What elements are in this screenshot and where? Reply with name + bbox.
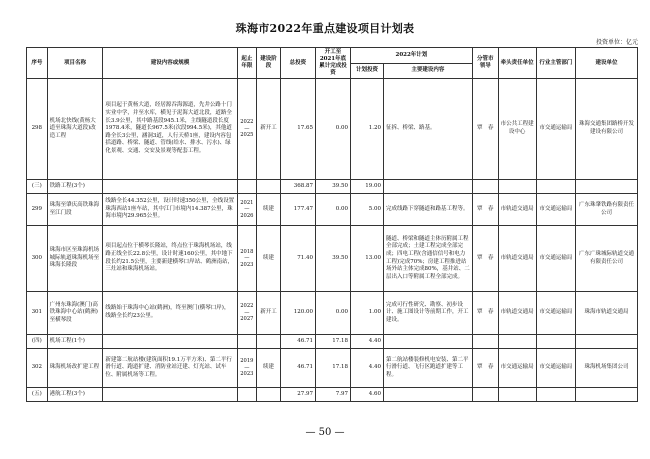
row-content: 线路始于珠海中心站(鹤洲)，终至澳门(横琴口岸)，线路全长约23公里。 <box>103 292 237 335</box>
row-years: 2019—2023 <box>237 349 257 388</box>
row-content: 新建第二航站楼(建筑面积19.1万平方米)、第二平行滑行道、跑道扩建、消防业站迁建、灯光站、试车位、附属机场等工程。 <box>103 349 237 388</box>
row-years: 2018—2023 <box>237 226 257 292</box>
row-years: 2022—2025 <box>237 79 257 180</box>
row-name: 珠海机场改扩建工程 <box>47 349 103 388</box>
row-plan-content: 第二航站楼装修机电安装、第二平行滑行道、飞行区跑道扩建等工程。 <box>384 349 473 388</box>
section-plan-invest: 19.00 <box>351 180 384 194</box>
row-years: 2022—2027 <box>237 292 257 335</box>
row-plan-invest: 13.00 <box>351 226 384 292</box>
section-name: 机场工程(1个) <box>47 335 103 349</box>
header-years: 起止年限 <box>237 48 257 79</box>
row-total: 46.71 <box>280 349 315 388</box>
page-title: 珠海市2022年重点建设项目计划表 <box>235 22 415 35</box>
project-table <box>26 47 638 402</box>
row-industry: 市交通运输局 <box>536 194 575 226</box>
row-seq: 298 <box>27 79 48 180</box>
row-plan-content: 征拆、桥梁、路基。 <box>384 79 473 180</box>
header-seq: 序号 <box>27 48 48 79</box>
row-cumulative: 39.50 <box>315 226 350 292</box>
row-lead-unit: 市轨道交通局 <box>498 194 536 226</box>
header-plan-invest: 计划投资 <box>351 63 384 79</box>
section-row <box>27 335 638 349</box>
row-lead-unit: 市轨道交通局 <box>498 226 536 292</box>
row-builder: 广东珠肇铁路有限责任公司 <box>576 194 638 226</box>
row-seq: 300 <box>27 226 48 292</box>
row-plan-invest: 5.00 <box>351 194 384 226</box>
row-plan-invest: 1.20 <box>351 79 384 180</box>
row-seq: 302 <box>27 349 48 388</box>
header-stage: 建设阶段 <box>257 48 281 79</box>
row-plan-content: 完成可行性研究、勘察、初步设计、施工图设计等前期工作，开工建设。 <box>384 292 473 335</box>
section-row <box>27 388 638 402</box>
row-lead-unit: 市公共工程建设中心 <box>498 79 536 180</box>
header-plan-group: 2022年计划 <box>351 48 473 64</box>
page-number: — 50 — <box>305 427 345 438</box>
row-stage: 续建 <box>257 226 281 292</box>
row-name: 珠海至肇庆高铁珠海至江门段 <box>47 194 103 226</box>
row-total: 120.00 <box>280 292 315 335</box>
header-leader: 分管市领导 <box>472 48 498 79</box>
row-seq: 301 <box>27 292 48 335</box>
row-leader: 覃 春 <box>472 79 498 180</box>
section-total: 46.71 <box>280 335 315 349</box>
row-content: 项目起于黄杨大道，经居源吞海源道，先井公路十门实业中学，并至水库，横见于泥海大道北段，道路全长3.9公里，其中路基段945.1米，主线隧道段长度1978.4米，隧道长967.5米(次段994.5米)，其他道路全长3公里，涵洞3道，人行天桥1座，建设内容包括道路、桥梁、隧道、管线(给水、排水、污水)、绿化景观、交通、交安及景观等配套工程。 <box>103 79 237 180</box>
section-cumulative: 39.50 <box>315 180 350 194</box>
row-total: 177.47 <box>280 194 315 226</box>
header-builder: 建设单位 <box>576 48 638 79</box>
row-builder: 珠海市轨道交通局 <box>576 292 638 335</box>
row-leader: 覃 春 <box>472 194 498 226</box>
investment-unit: 投资单位：亿元 <box>595 39 638 46</box>
row-total: 17.65 <box>280 79 315 180</box>
header-total: 总投资 <box>280 48 315 79</box>
row-builder: 广东广珠城际轨道交通有限责任公司 <box>576 226 638 292</box>
table-row <box>27 194 638 226</box>
row-builder: 珠海机场集团公司 <box>576 349 638 388</box>
row-industry: 市交通运输局 <box>536 226 575 292</box>
row-lead-unit: 市交通运输局 <box>498 349 536 388</box>
section-plan-invest: 4.40 <box>351 335 384 349</box>
row-industry: 市交通运输局 <box>536 349 575 388</box>
header-content: 建设内容或规模 <box>103 48 237 79</box>
row-plan-content: 隧道、桥梁和隧道主体历附属工程全部完成；土建工程完成全部完成；四电工程(含通信信号和电力工程)完成70%；房建工程推进站场外站主体完成80%，基井站、二层出入口等附属工程全部完成。 <box>384 226 473 292</box>
row-cumulative: 0.00 <box>315 79 350 180</box>
table-row <box>27 292 638 335</box>
row-cumulative: 0.00 <box>315 194 350 226</box>
row-name: 广州东珠海(澳门)高铁珠海中心站(鹤洲)至横琴段 <box>47 292 103 335</box>
section-seq: (五) <box>27 388 48 402</box>
header-lead-unit: 牵头责任单位 <box>498 48 536 79</box>
row-lead-unit: 市轨道交通局 <box>498 292 536 335</box>
row-cumulative: 0.00 <box>315 292 350 335</box>
row-plan-content: 完成线路下穿隧道和路基工程等。 <box>384 194 473 226</box>
row-content: 线路全长44.352公里，设计时速350公里，全线设置珠海西站1座车站，其中江门市境内14.387公里，珠海市境内29.965公里。 <box>103 194 237 226</box>
section-total: 27.97 <box>280 388 315 402</box>
row-stage: 新开工 <box>257 79 281 180</box>
section-total: 368.87 <box>280 180 315 194</box>
row-leader: 覃 春 <box>472 292 498 335</box>
table-row <box>27 226 638 292</box>
header-industry: 行业主管部门 <box>536 48 575 79</box>
row-stage: 新开工 <box>257 292 281 335</box>
header-plan-content: 主要建设内容 <box>384 63 473 79</box>
section-plan-invest: 4.60 <box>351 388 384 402</box>
row-plan-invest: 4.40 <box>351 349 384 388</box>
row-content: 项目起点位于横琴长隆站，终点位于珠海机场站，线路正线全长22.8公里，设计时速160公里，其中地下段长约21.5公里，主要新建横琴口岸站、鹤洲南站，三灶站和珠海机场站。 <box>103 226 237 292</box>
header-name: 项目名称 <box>47 48 103 79</box>
header-cumulative: 开工至2021年底累计完成投资 <box>315 48 350 79</box>
section-name: 铁路工程(3个) <box>47 180 103 194</box>
row-seq: 299 <box>27 194 48 226</box>
row-industry: 市交通运输局 <box>536 292 575 335</box>
table-row <box>27 79 638 180</box>
row-stage: 续建 <box>257 349 281 388</box>
row-stage: 续建 <box>257 194 281 226</box>
row-name: 珠海市区至珠海机场城际轨道珠海机场至珠海长隆段 <box>47 226 103 292</box>
section-cumulative: 17.18 <box>315 335 350 349</box>
section-row <box>27 180 638 194</box>
row-total: 71.40 <box>280 226 315 292</box>
section-seq: (三) <box>27 180 48 194</box>
row-plan-invest: 1.00 <box>351 292 384 335</box>
row-industry: 市交通运输局 <box>536 79 575 180</box>
row-leader: 覃 春 <box>472 226 498 292</box>
table-row <box>27 349 638 388</box>
row-name: 机场北快线(黄杨大道至珠海大道段)改造工程 <box>47 79 103 180</box>
row-cumulative: 17.18 <box>315 349 350 388</box>
section-cumulative: 7.97 <box>315 388 350 402</box>
section-seq: (四) <box>27 335 48 349</box>
row-builder: 珠海交通集团路桥开发建设有限公司 <box>576 79 638 180</box>
section-name: 港航工程(3个) <box>47 388 103 402</box>
row-leader: 覃 春 <box>472 349 498 388</box>
row-years: 2021—2026 <box>237 194 257 226</box>
